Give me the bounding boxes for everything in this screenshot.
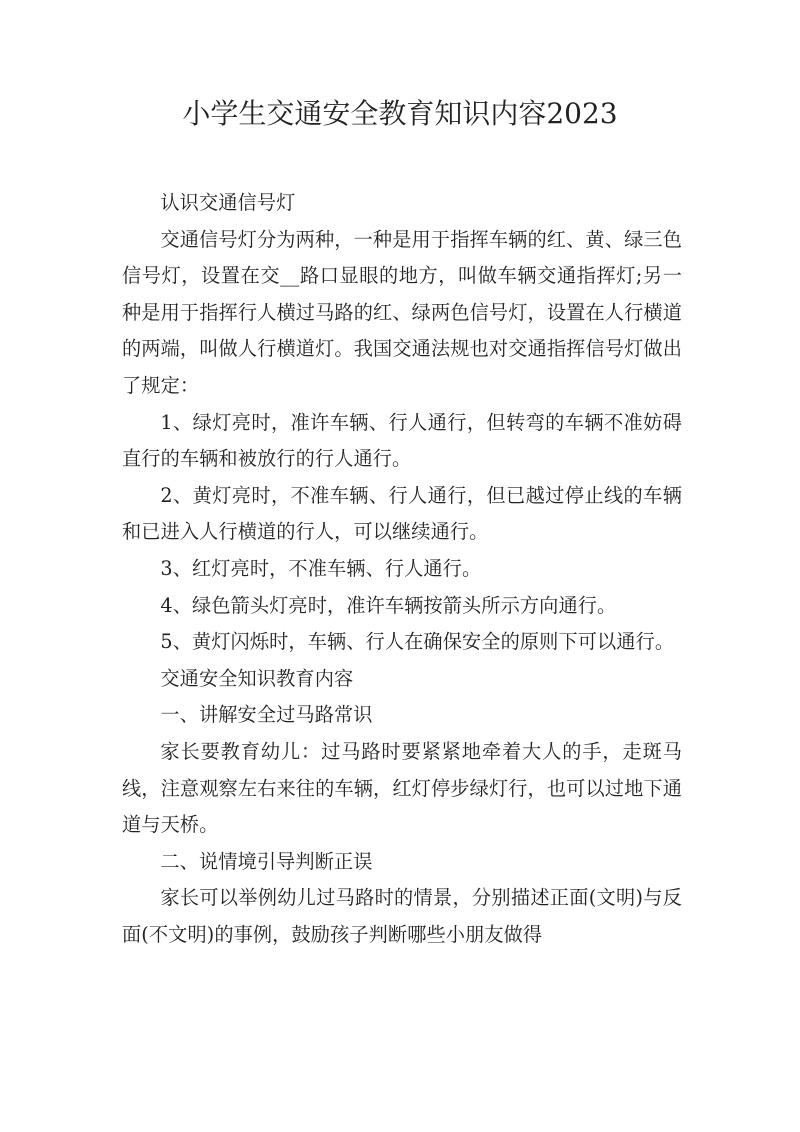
paragraph-heading-education-content: 交通安全知识教育内容 — [160, 666, 354, 690]
paragraph-section-2-body: 家长可以举例幼儿过马路时的情景，分别描述正面(文明)与反面(不文明)的事例，鼓励孩子判断哪些小朋友做得 — [122, 886, 682, 946]
paragraph-rule-2: 2、黄灯亮时，不准车辆、行人通行，但已越过停止线的车辆和已进入人行横道的行人，可以继续通行。 — [122, 483, 682, 544]
document-body — [122, 185, 682, 953]
paragraph-rule-3: 3、红灯亮时，不准车辆、行人通行。 — [160, 556, 482, 580]
paragraph-section-2-heading: 二、说情境引导判断正误 — [160, 849, 373, 873]
paragraph-rule-4: 4、绿色箭头灯亮时，准许车辆按箭头所示方向通行。 — [160, 593, 617, 617]
paragraph-rule-1: 1、绿灯亮时，准许车辆、行人通行，但转弯的车辆不准妨碍直行的车辆和被放行的行人通行。 — [122, 410, 682, 471]
paragraph-section-1-heading: 一、讲解安全过马路常识 — [160, 703, 373, 727]
paragraph-heading-traffic-lights: 认识交通信号灯 — [160, 191, 296, 214]
document-title: 小学生交通安全教育知识内容2023 — [182, 97, 618, 130]
paragraph-traffic-lights-intro: 交通信号灯分为两种，一种是用于指挥车辆的红、黄、绿三色信号灯，设置在交__路口显眼的地方，叫做车辆交通指挥灯;另一种是用于指挥行人横过马路的红、绿两色信号灯，设置在人行横道的两端，叫做人行横道灯。我国交通法规也对交通指挥信号灯做出了规定： — [122, 227, 682, 397]
paragraph-rule-5: 5、黄灯闪烁时，车辆、行人在确保安全的原则下可以通行。 — [160, 630, 675, 654]
paragraph-section-1-body: 家长要教育幼儿：过马路时要紧紧地牵着大人的手，走斑马线，注意观察左右来往的车辆，红灯停步绿灯行，也可以过地下通道与天桥。 — [122, 739, 682, 837]
